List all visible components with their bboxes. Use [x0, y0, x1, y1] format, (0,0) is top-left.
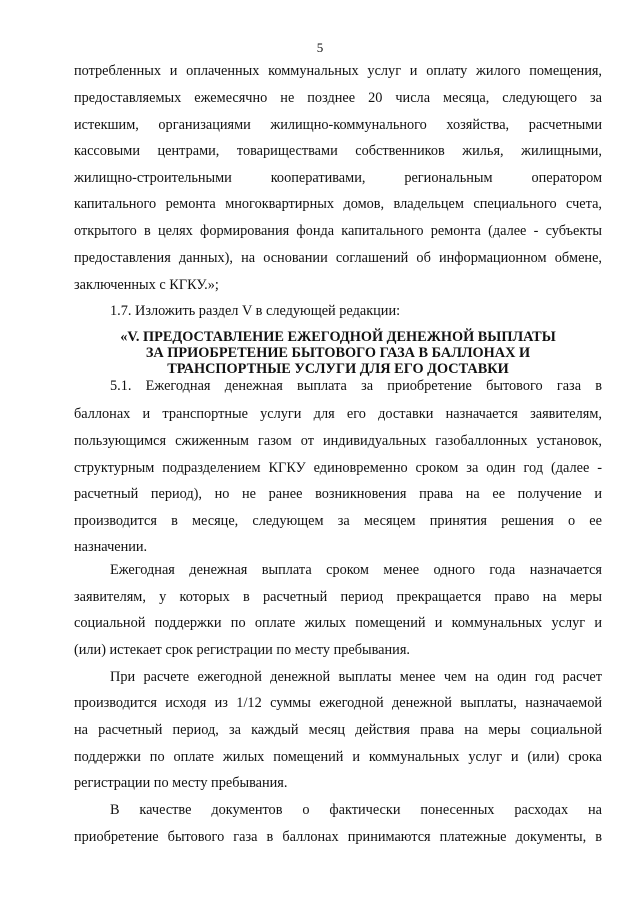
text-line: расчетный период), но не ранее возникновения права на ее получение и: [74, 486, 602, 502]
text-line: потребленных и оплаченных коммунальных услуг и оплату жилого помещения,: [74, 63, 602, 79]
text-line: баллонах и транспортные услуги для его доставки назначается заявителям,: [74, 406, 602, 422]
text-line: Ежегодная денежная выплата сроком менее одного года назначается: [110, 562, 602, 578]
text-line: (или) истекает срок регистрации по месту пребывания.: [74, 642, 410, 658]
section-heading: «V. ПРЕДОСТАВЛЕНИЕ ЕЖЕГОДНОЙ ДЕНЕЖНОЙ ВЫПЛАТЫ: [120, 329, 556, 345]
text-line: 5.1. Ежегодная денежная выплата за приобретение бытового газа в: [110, 378, 602, 394]
text-line: на расчетный период, за каждый месяц действия права на меры социальной: [74, 722, 602, 738]
text-line: жилищно-строительными кооперативами, региональным оператором: [74, 170, 602, 186]
page-number: 5: [316, 40, 324, 55]
text-line: социальной поддержки по оплате жилых помещений и коммунальных услуг и: [74, 615, 602, 631]
section-heading: ТРАНСПОРТНЫЕ УСЛУГИ ДЛЯ ЕГО ДОСТАВКИ: [167, 361, 509, 377]
text-line: В качестве документов о фактически понесенных расходах на: [110, 802, 602, 818]
text-line: структурным подразделением КГКУ единовременно сроком за один год (далее -: [74, 460, 602, 476]
text-line: приобретение бытового газа в баллонах принимаются платежные документы, в: [74, 829, 602, 845]
text-line: производится в месяце, следующем за месяцем принятия решения о ее: [74, 513, 602, 529]
text-line: кассовыми центрами, товариществами собственников жилья, жилищными,: [74, 143, 602, 159]
text-line: предоставляемых ежемесячно не позднее 20 числа месяца, следующего за: [74, 90, 602, 106]
text-line: производится исходя из 1/12 суммы ежегодной денежной выплаты, назначаемой: [74, 695, 602, 711]
text-line: открытого в целях формирования фонда капитального ремонта (далее - субъекты: [74, 223, 602, 239]
text-line: заключенных с КГКУ.»;: [74, 277, 219, 293]
text-line: При расчете ежегодной денежной выплаты менее чем на один год расчет: [110, 669, 602, 685]
text-line: предоставления данных), на основании соглашений об информационном обмене,: [74, 250, 602, 266]
text-line: поддержки по оплате жилых помещений и коммунальных услуг и (или) срока: [74, 749, 602, 765]
text-line: назначении.: [74, 539, 148, 555]
text-line: пользующимся сжиженным газом от индивидуальных газобаллонных установок,: [74, 433, 602, 449]
text-line: истекшим, организациями жилищно-коммунального хозяйства, расчетными: [74, 117, 602, 133]
text-line: капитального ремонта многоквартирных домов, владельцем специального счета,: [74, 196, 602, 212]
text-line: 1.7. Изложить раздел V в следующей редакции:: [110, 303, 401, 319]
text-line: регистрации по месту пребывания.: [74, 775, 288, 791]
section-heading: ЗА ПРИОБРЕТЕНИЕ БЫТОВОГО ГАЗА В БАЛЛОНАХ И: [145, 345, 531, 361]
text-line: заявителям, у которых в расчетный период прекращается право на меры: [74, 589, 602, 605]
